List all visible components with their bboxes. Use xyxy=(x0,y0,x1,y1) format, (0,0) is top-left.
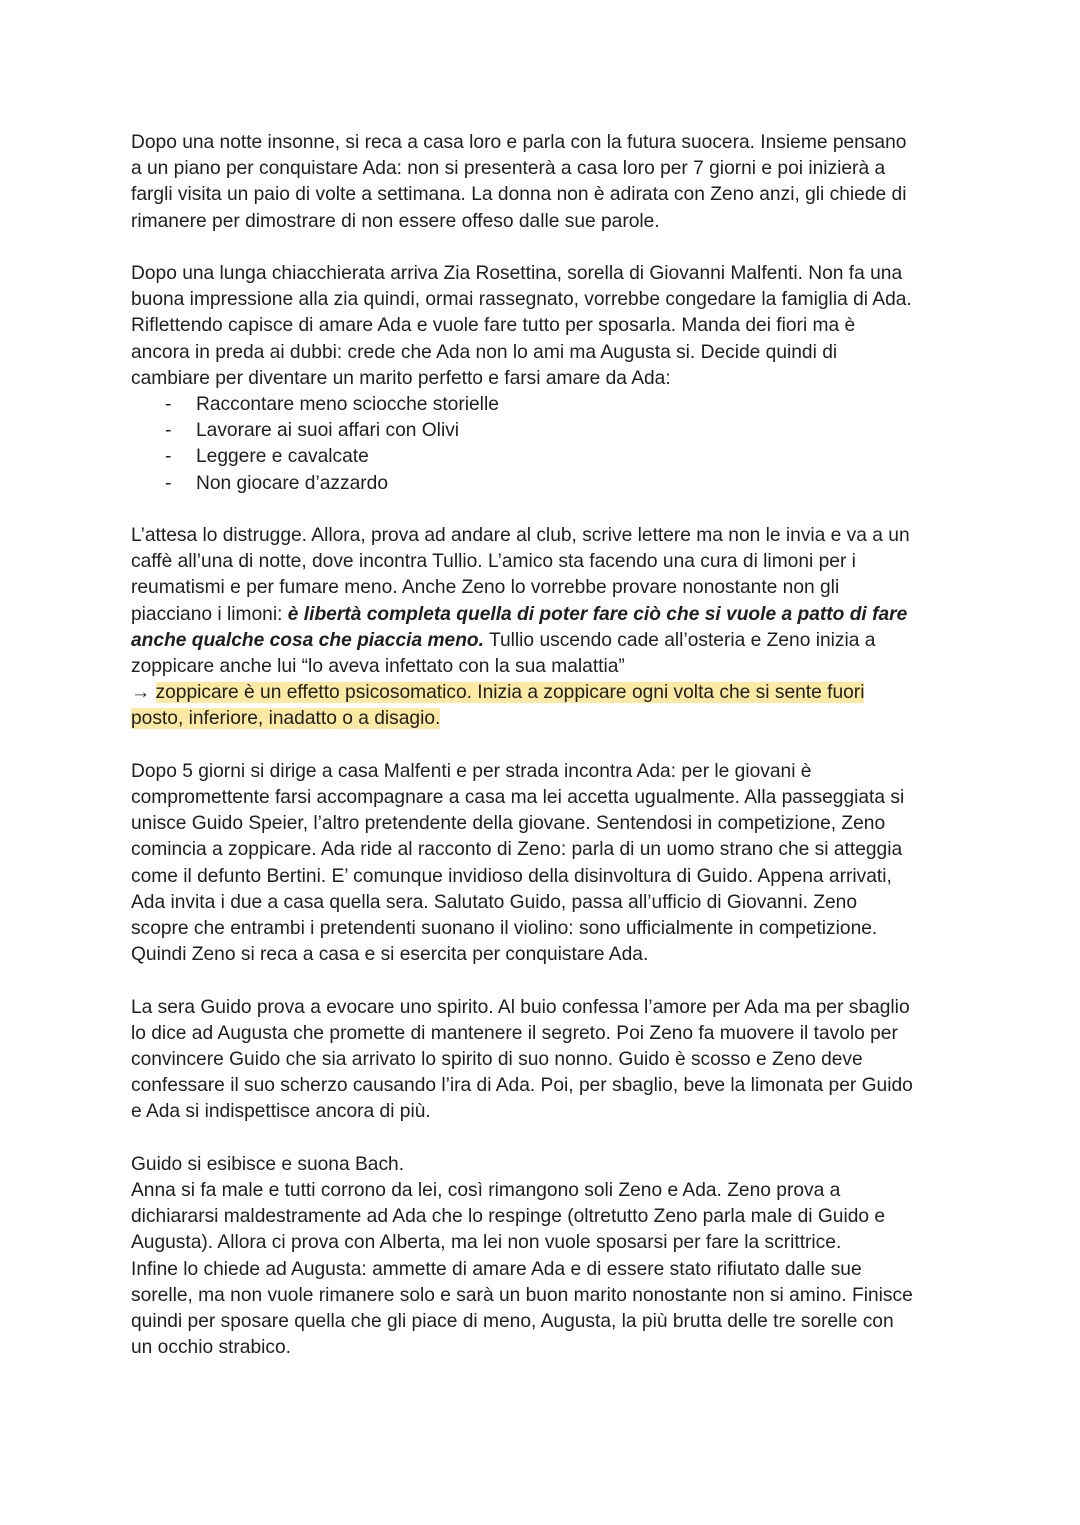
paragraph-3 xyxy=(131,523,951,733)
text-line xyxy=(131,628,951,654)
text-line: Anna si fa male e tutti corrono da lei, così rimangono soli Zeno e Ada. Zeno prova a xyxy=(131,1180,841,1202)
text-line xyxy=(131,602,951,628)
text-line: e Ada si indispettisce ancora di più. xyxy=(131,1101,431,1123)
highlighted-text: posto, inferiore, inadatto o a disagio. xyxy=(131,708,441,730)
text-line xyxy=(131,706,951,732)
list-item xyxy=(131,392,951,418)
text-line: Quindi Zeno si reca a casa e si esercita per conquistare Ada. xyxy=(131,944,649,966)
text-line xyxy=(131,680,951,706)
document-page xyxy=(131,130,951,1388)
list-item-text: Leggere e cavalcate xyxy=(196,446,369,468)
paragraph-6 xyxy=(131,1152,951,1362)
text-line: dichiararsi maldestramente ad Ada che lo respinge (oltretutto Zeno parla male di Guido e xyxy=(131,1206,886,1228)
text-line: compromettente farsi accompagnare a casa ma lei accetta ugualmente. Alla passeggiata si xyxy=(131,787,905,809)
paragraph-2 xyxy=(131,261,951,497)
text-line: Dopo una notte insonne, si reca a casa loro e parla con la futura suocera. Insieme pensano xyxy=(131,132,907,153)
text-line: Ada invita i due a casa quella sera. Salutato Guido, passa all’ufficio di Giovanni. Zeno xyxy=(131,891,858,913)
paragraph-4 xyxy=(131,759,951,969)
bullet-marker: - xyxy=(165,420,172,442)
list-item-text: Lavorare ai suoi affari con Olivi xyxy=(196,420,460,442)
text-line: Riflettendo capisce di amare Ada e vuole fare tutto per sposarla. Manda dei fiori ma è xyxy=(131,315,856,337)
text-line: come il defunto Bertini. E’ comunque invidioso della disinvoltura di Guido. Appena arrivati, xyxy=(131,865,892,887)
text-line: fargli visita un paio di volte a settimana. La donna non è adirata con Zeno anzi, gli chiede di xyxy=(131,184,907,206)
text-line: ancora in preda ai dubbi: crede che Ada non lo ami ma Augusta si. Decide quindi di xyxy=(131,341,838,363)
text-line: buona impressione alla zia quindi, ormai rassegnato, vorrebbe congedare la famiglia di Ada. xyxy=(131,289,912,311)
text-line: Guido si esibisce e suona Bach. xyxy=(131,1153,405,1175)
highlighted-text: zoppicare è un effetto psicosomatico. Inizia a zoppicare ogni volta che si sente fuori xyxy=(155,682,865,704)
list-item-text: Non giocare d’azzardo xyxy=(196,472,388,494)
text-line: rimanere per dimostrare di non essere offeso dalle sue parole. xyxy=(131,210,660,232)
text-line: confessare il suo scherzo causando l’ira di Ada. Poi, per sbaglio, beve la limonata per Guido xyxy=(131,1075,913,1097)
emphasized-quote: anche qualche cosa che piaccia meno. xyxy=(131,629,484,651)
text-line: scopre che entrambi i pretendenti suonano il violino: sono ufficialmente in competizione. xyxy=(131,918,878,940)
text-line: unisce Guido Speier, l’altro pretendente della giovane. Sentendosi in competizione, Zeno xyxy=(131,813,886,835)
emphasized-quote: è libertà completa quella di poter fare ciò che si vuole a patto di fare xyxy=(287,603,908,625)
text-line: La sera Guido prova a evocare uno spirito. Al buio confessa l’amore per Ada ma per sbaglio xyxy=(131,996,910,1018)
text-line: a un piano per conquistare Ada: non si presenterà a casa loro per 7 giorni e poi inizierà a xyxy=(131,158,886,180)
paragraph-5 xyxy=(131,995,951,1126)
text-line: L’attesa lo distrugge. Allora, prova ad andare al club, scrive lettere ma non le invia e va a un xyxy=(131,525,910,547)
text-line: reumatismi e per fumare meno. Anche Zeno lo vorrebbe provare nonostante non gli xyxy=(131,577,840,599)
text-line: sorelle, ma non vuole rimanere solo e sarà un buon marito nonostante non si amino. Finisce xyxy=(131,1284,913,1306)
text-line: un occhio strabico. xyxy=(131,1337,291,1359)
plain-text: Tullio uscendo cade all’osteria e Zeno inizia a xyxy=(483,629,876,651)
text-line: Dopo una lunga chiacchierata arriva Zia Rosettina, sorella di Giovanni Malfenti. Non fa una xyxy=(131,263,903,284)
bullet-marker: - xyxy=(165,446,172,468)
text-line: lo dice ad Augusta che promette di mantenere il segreto. Poi Zeno fa muovere il tavolo per xyxy=(131,1022,898,1044)
bullet-marker: - xyxy=(165,394,172,416)
bullet-marker: - xyxy=(165,472,172,494)
list-item xyxy=(131,444,951,470)
text-line: convincere Guido che sia arrivato lo spirito di suo nonno. Guido è scosso e Zeno deve xyxy=(131,1049,863,1071)
text-line: quindi per sposare quella che gli piace di meno, Augusta, la più brutta delle tre sorelle con xyxy=(131,1311,894,1333)
text-line: comincia a zoppicare. Ada ride al racconto di Zeno: parla di un uomo strano che si atteggia xyxy=(131,839,903,861)
list-item-text: Raccontare meno sciocche storielle xyxy=(196,394,499,416)
list-item xyxy=(131,471,951,497)
paragraph-1 xyxy=(131,130,951,235)
text-line: cambiare per diventare un marito perfetto e farsi amare da Ada: xyxy=(131,367,671,389)
text-line: zoppicare anche lui “lo aveva infettato con la sua malattia” xyxy=(131,656,625,678)
list-item xyxy=(131,418,951,444)
plain-text: piacciano i limoni: xyxy=(131,603,288,625)
text-line: Augusta). Allora ci prova con Alberta, ma lei non vuole sposarsi per fare la scrittrice. xyxy=(131,1232,842,1254)
text-line: Dopo 5 giorni si dirige a casa Malfenti e per strada incontra Ada: per le giovani è xyxy=(131,760,812,782)
text-line: Infine lo chiede ad Augusta: ammette di amare Ada e di essere stato rifiutato dalle sue xyxy=(131,1258,862,1280)
bullet-list xyxy=(131,392,951,497)
arrow-icon: → xyxy=(131,682,156,704)
text-line: caffè all’una di notte, dove incontra Tullio. L’amico sta facendo una cura di limoni per i xyxy=(131,551,856,573)
